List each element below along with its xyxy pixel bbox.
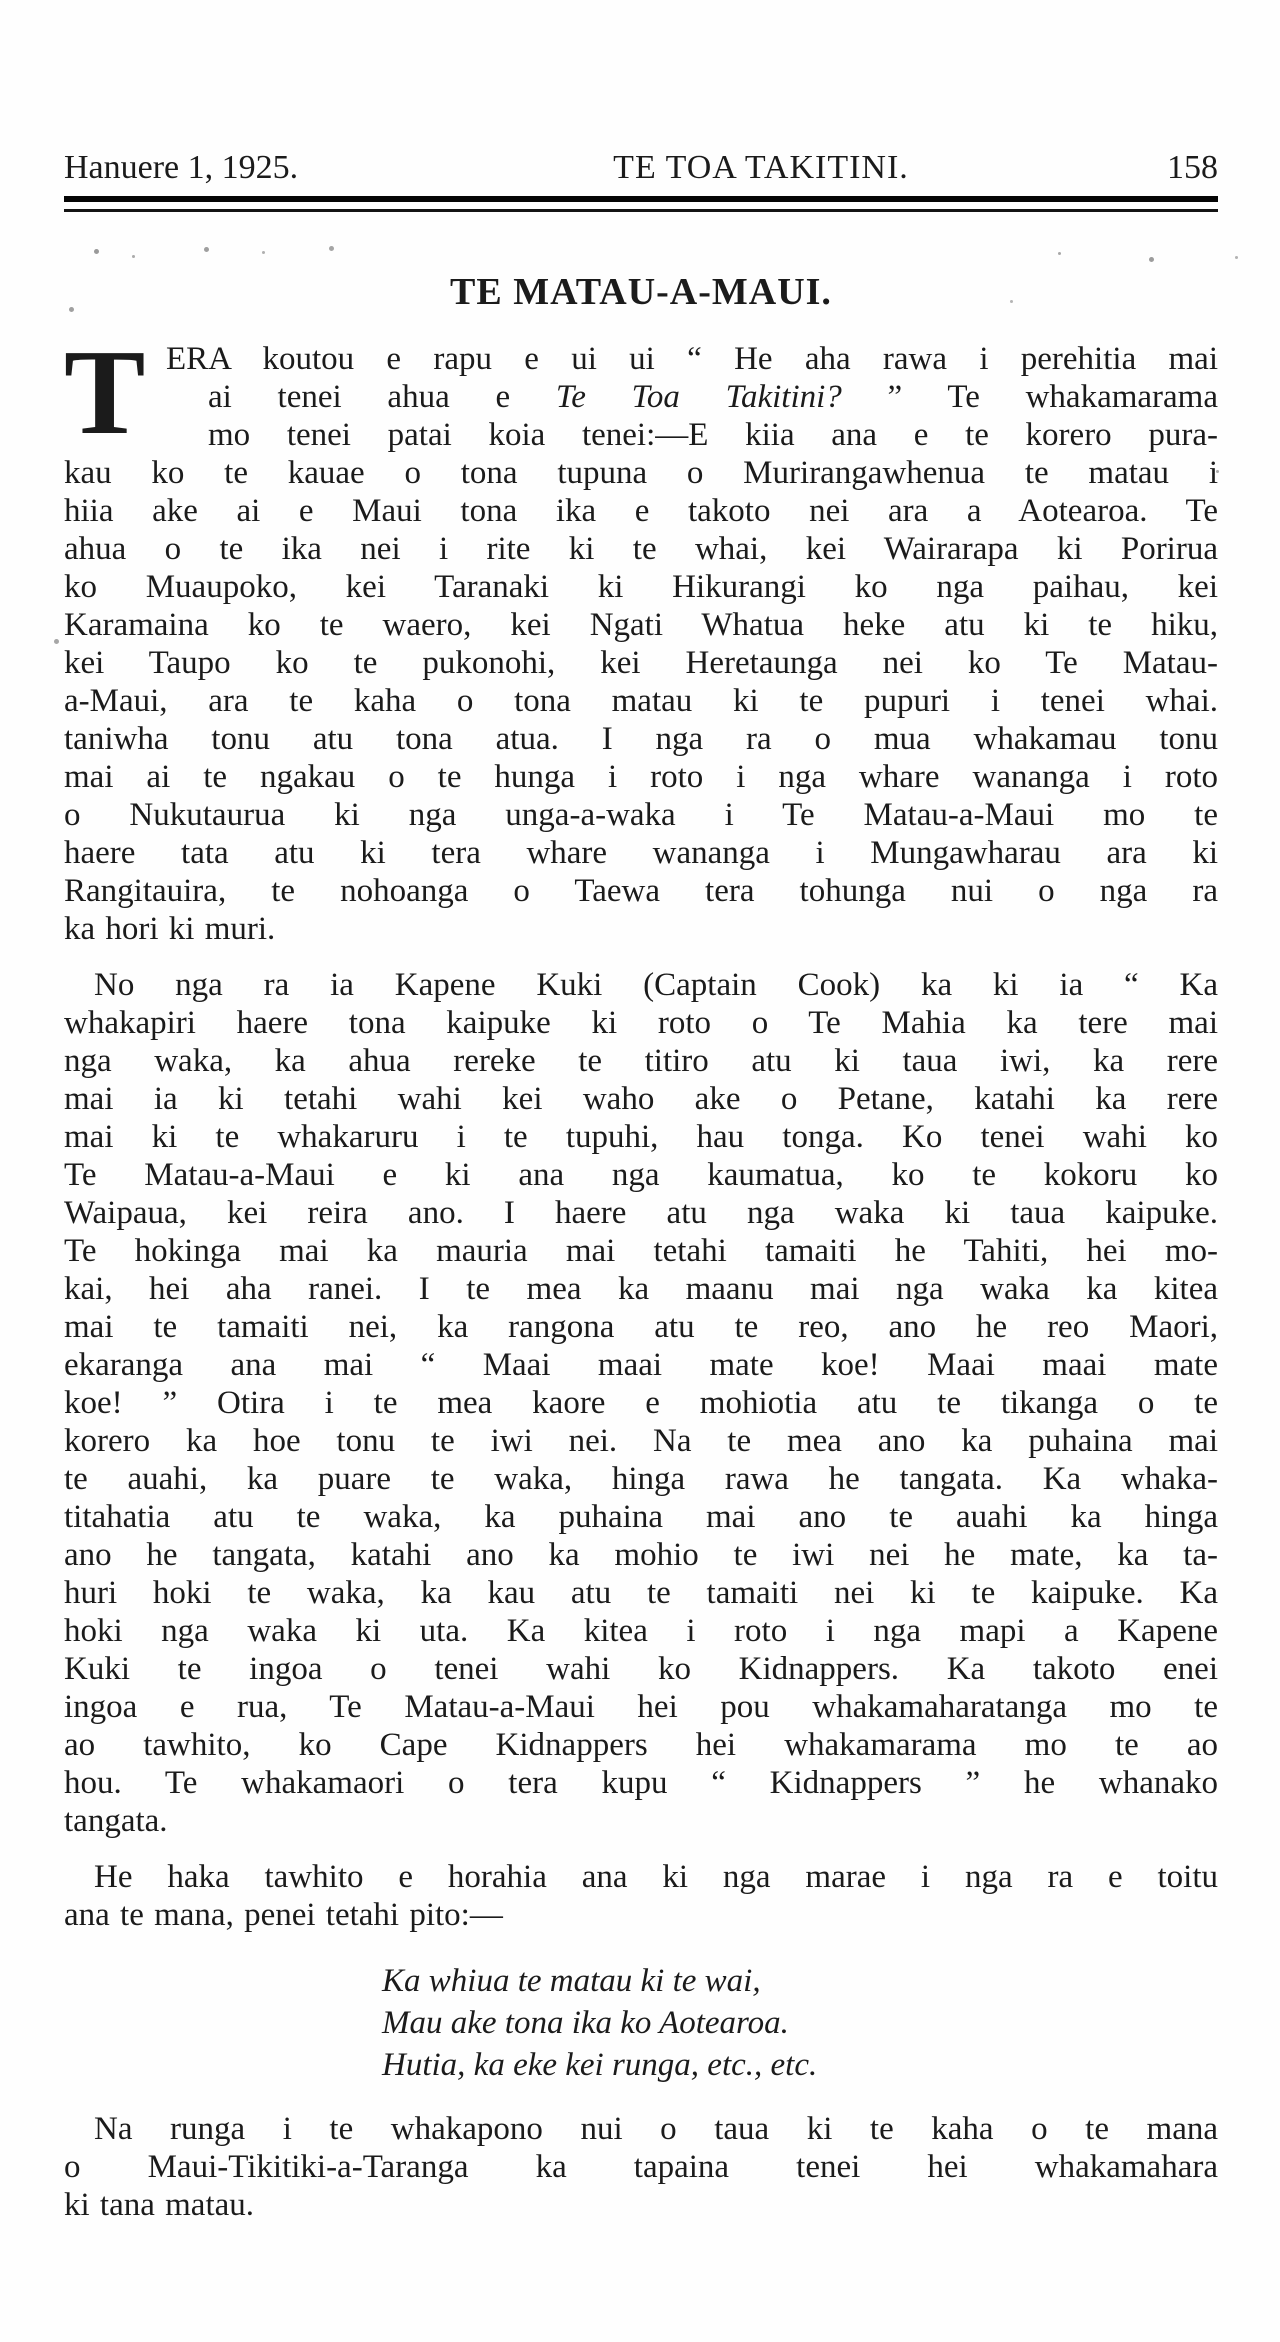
text-line: ingoa e rua, Te Matau-a-Maui hei pou whakamaharatanga mo te xyxy=(64,1689,1218,1725)
text-line: nga waka, ka ahua rereke te titiro atu ki taua iwi, ka rere xyxy=(64,1043,1218,1079)
text-line: mo tenei patai koia tenei:—E kiia ana e te korero pura- xyxy=(208,417,1218,453)
text-line: mai ia ki tetahi wahi kei waho ake o Petane, katahi ka rere xyxy=(64,1081,1218,1117)
text-line: Te Matau-a-Maui e ki ana nga kaumatua, ko te kokoru ko xyxy=(64,1157,1218,1193)
text-line: ao tawhito, ko Cape Kidnappers hei whakamarama mo te ao xyxy=(64,1727,1218,1763)
poem-line: Mau ake tona ika ko Aotearoa. xyxy=(382,2005,789,2041)
text-line: te auahi, ka puare te waka, hinga rawa he tangata. Ka whaka- xyxy=(64,1461,1218,1497)
text-segment: ai tenei ahua e xyxy=(208,379,556,415)
text-line: korero ka hoe tonu te iwi nei. Na te mea ano ka puhaina mai xyxy=(64,1423,1218,1459)
text-line: hoki nga waka ki uta. Ka kitea i roto i nga mapi a Kapene xyxy=(64,1613,1218,1649)
text-line: ERA koutou e rapu e ui ui “ He aha rawa i perehitia mai xyxy=(166,341,1218,377)
paragraph-opening xyxy=(64,325,1218,948)
text-line: Na runga i te whakapono nui o taua ki te kaha o te mana xyxy=(94,2111,1218,2147)
text-line: ano he tangata, katahi ano ka mohio te iwi nei he mate, ka ta- xyxy=(64,1537,1218,1573)
text-line: Te hokinga mai ka mauria mai tetahi tamaiti he Tahiti, hei mo- xyxy=(64,1233,1218,1269)
header-masthead: TE TOA TAKITINI. xyxy=(613,149,909,186)
text-line: Kuki te ingoa o tenei wahi ko Kidnappers. Ka takoto enei xyxy=(64,1651,1218,1687)
text-line: ko Muaupoko, kei Taranaki ki Hikurangi ko nga paihau, kei xyxy=(64,569,1218,605)
dropcap-letter: T xyxy=(64,325,146,460)
text-line: koe! ” Otira i te mea kaore e mohiotia atu te tikanga o te xyxy=(64,1385,1218,1421)
article-title: TE MATAU-A-MAUI. xyxy=(450,271,832,313)
running-header xyxy=(64,148,1218,188)
paragraph-lines xyxy=(64,454,1218,948)
poem-line: Ka whiua te matau ki te wai, xyxy=(382,1963,761,1999)
poem-lines xyxy=(382,1960,1218,2086)
text-line: ana te mana, penei tetahi pito:— xyxy=(64,1897,503,1933)
text-line: kai, hei aha ranei. I te mea ka maanu mai nga waka ka kitea xyxy=(64,1271,1218,1307)
text-line: He haka tawhito e horahia ana ki nga marae i nga ra e toitu xyxy=(94,1859,1218,1895)
text-line: tangata. xyxy=(64,1803,168,1839)
text-line: huri hoki te waka, ka kau atu te tamaiti nei ki te kaipuke. Ka xyxy=(64,1575,1218,1611)
paragraph-lines xyxy=(64,1858,1218,1934)
text-line: whakapiri haere tona kaipuke ki roto o Te Mahia ka tere mai xyxy=(64,1005,1218,1041)
header-page-number: 158 xyxy=(1167,149,1218,186)
text-line: Karamaina ko te waero, kei Ngati Whatua heke atu ki te hiku, xyxy=(64,607,1218,643)
text-line: hiia ake ai e Maui tona ika e takoto nei ara a Aotearoa. Te xyxy=(64,493,1218,529)
text-line: mai ai te ngakau o te hunga i roto i nga whare wananga i roto xyxy=(64,759,1218,795)
text-line: haere tata atu ki tera whare wananga i Mungawharau ara ki xyxy=(64,835,1218,871)
text-line: mai ki te whakaruru i te tupuhi, hau tonga. Ko tenei wahi ko xyxy=(64,1119,1218,1155)
text-line: hou. Te whakamaori o tera kupu “ Kidnappers ” he whanako xyxy=(64,1765,1218,1801)
text-line: kei Taupo ko te pukonohi, kei Heretaunga nei ko Te Matau- xyxy=(64,645,1218,681)
paragraph-closing xyxy=(64,2110,1218,2224)
divider-rule-thin xyxy=(64,209,1218,212)
paragraph-lines xyxy=(64,966,1218,1840)
poem-line: Hutia, ka eke kei runga, etc., etc. xyxy=(382,2047,818,2083)
journal-name-italic: Te Toa Takitini? xyxy=(555,379,842,415)
text-line: a-Maui, ara te kaha o tona matau ki te pupuri i tenei whai. xyxy=(64,683,1218,719)
text-line xyxy=(64,378,1218,416)
divider-rule-thick xyxy=(64,196,1218,202)
haka-excerpt xyxy=(382,1960,1218,2086)
paragraph-captain-cook xyxy=(64,966,1218,1840)
text-line: ahua o te ika nei i rite ki te whai, kei Wairarapa ki Porirua xyxy=(64,531,1218,567)
text-line: taniwha tonu atu tona atua. I nga ra o mua whakamau tonu xyxy=(64,721,1218,757)
text-line: ka hori ki muri. xyxy=(64,911,276,947)
paragraph-lines xyxy=(64,2110,1218,2224)
text-line: No nga ra ia Kapene Kuki (Captain Cook) ka ki ia “ Ka xyxy=(94,967,1218,1003)
text-line: Rangitauira, te nohoanga o Taewa tera tohunga nui o nga ra xyxy=(64,873,1218,909)
header-date: Hanuere 1, 1925. xyxy=(64,149,299,186)
paragraph-haka-intro xyxy=(64,1858,1218,1934)
text-segment: ” Te whakamarama xyxy=(841,379,1218,415)
text-line: o Maui-Tikitiki-a-Taranga ka tapaina tenei hei whakamahara xyxy=(64,2149,1218,2185)
text-line: o Nukutaurua ki nga unga-a-waka i Te Matau-a-Maui mo te xyxy=(64,797,1218,833)
text-line: ekaranga ana mai “ Maai maai mate koe! Maai maai mate xyxy=(64,1347,1218,1383)
text-line: kau ko te kauae o tona tupuna o Murirangawhenua te matau i xyxy=(64,455,1218,491)
text-line: mai te tamaiti nei, ka rangona atu te reo, ano he reo Maori, xyxy=(64,1309,1218,1345)
text-line: Waipaua, kei reira ano. I haere atu nga waka ki taua kaipuke. xyxy=(64,1195,1218,1231)
text-line: ki tana matau. xyxy=(64,2187,255,2223)
text-line: titahatia atu te waka, ka puhaina mai ano te auahi ka hinga xyxy=(64,1499,1218,1535)
